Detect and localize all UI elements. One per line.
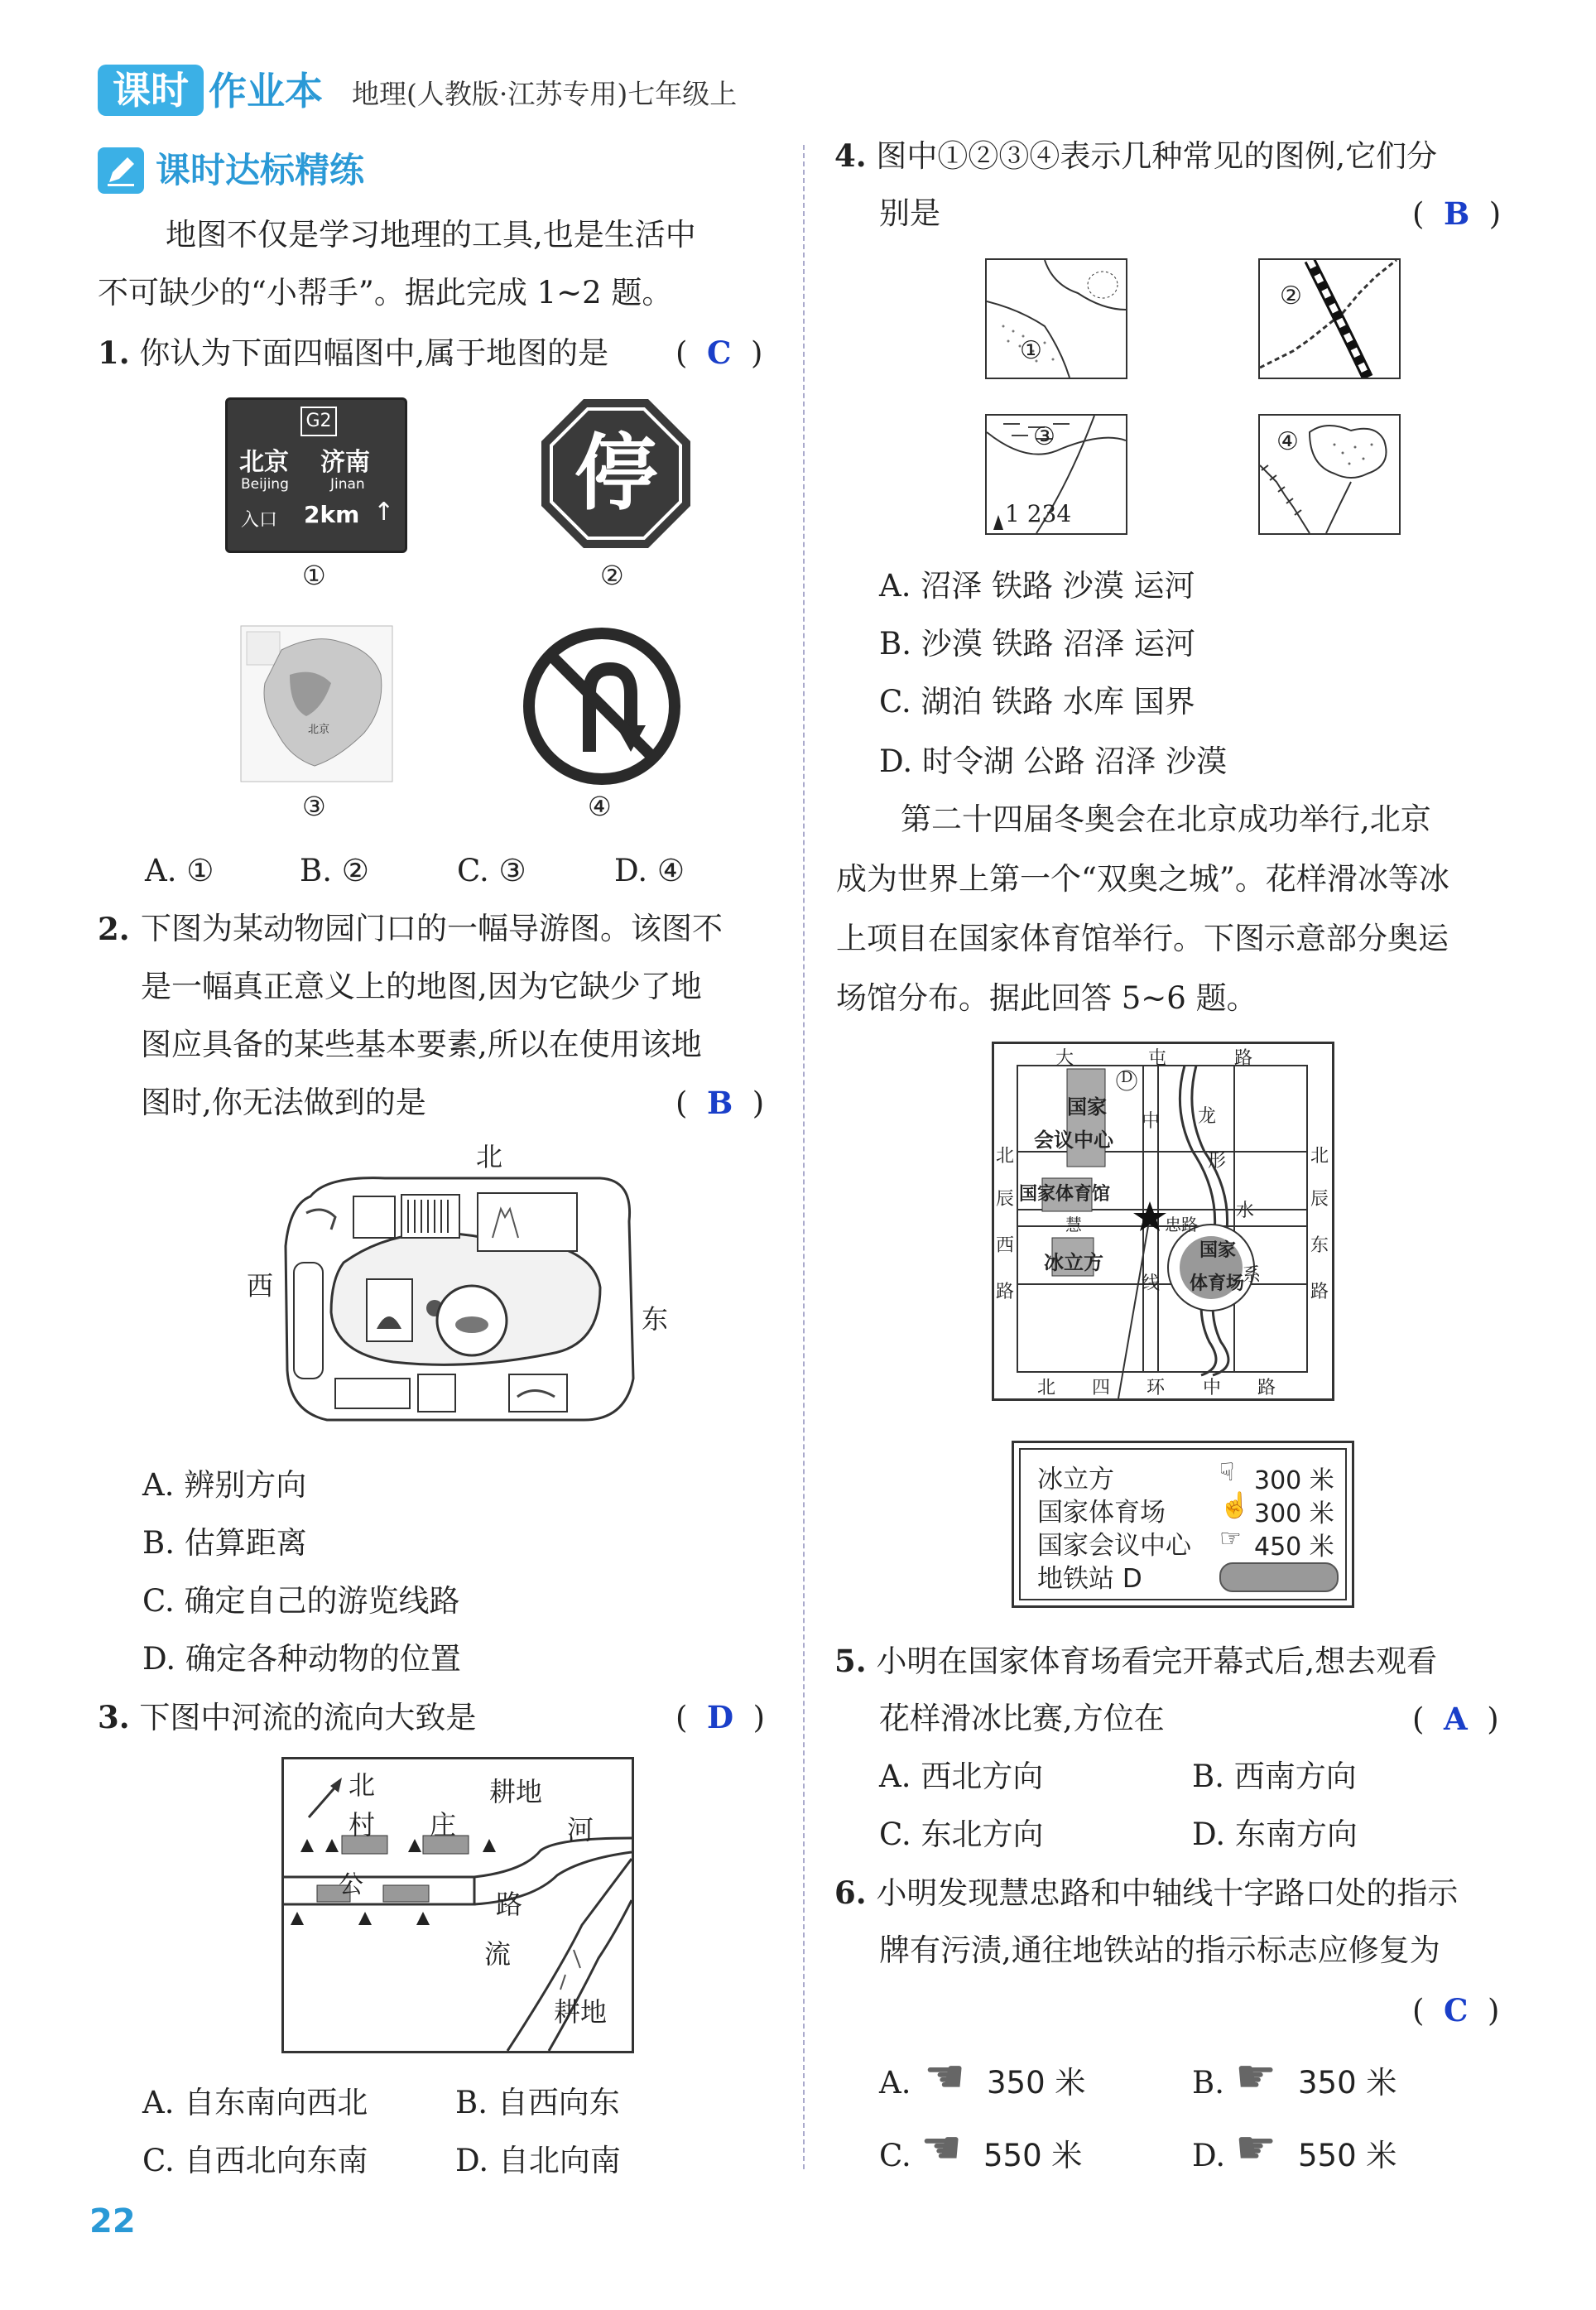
q2-option-c: C. 确定自己的游览线路 [142, 1583, 460, 1619]
metro-station-icon: D [1121, 1069, 1133, 1086]
q6-answer: C [1443, 1992, 1469, 2028]
q3-number: 3. [98, 1699, 130, 1735]
legend-4-figure [1258, 414, 1401, 535]
ice-cube-label: 冰立方 [1044, 1250, 1103, 1274]
zoo-east-label: 东 [642, 1303, 669, 1335]
road-left-2: 辰 [996, 1189, 1015, 1210]
q6-option-d-letter: D. [1192, 2138, 1226, 2173]
q2-answer-box: ( B ) [675, 1085, 765, 1121]
q3-answer: D [706, 1699, 734, 1735]
dragon-water-1: 龙 [1198, 1106, 1217, 1127]
q2-line3: 图应具备的某些基本要素,所以在使用该地 [141, 1027, 702, 1062]
q3-village-2: 庄 [430, 1809, 457, 1841]
sign-line-1-dist: 300 米 [1254, 1466, 1334, 1495]
q6-option-c-letter: C. [879, 2138, 911, 2173]
q6-option-c-dist: 550 米 [983, 2138, 1083, 2173]
intro2-line1: 第二十四届冬奥会在北京成功举行,北京 [901, 801, 1431, 837]
road-left-3: 西 [996, 1235, 1015, 1256]
road-top-3: 路 [1234, 1048, 1253, 1069]
axis-xian-label: 线 [1142, 1273, 1161, 1294]
national-gym-label: 国家体育馆 [1019, 1183, 1111, 1205]
road-code: G2 [300, 407, 337, 436]
road-right-4: 路 [1310, 1282, 1329, 1302]
q6-option-a-dist: 350 米 [987, 2065, 1086, 2101]
stop-sign-text: 停 [574, 425, 657, 522]
q6-option-b-dist: 350 米 [1298, 2065, 1397, 2101]
q3-road-1: 公 [339, 1870, 363, 1899]
road-top-1: 大 [1055, 1048, 1074, 1069]
legend-3-num: ③ [1033, 422, 1055, 451]
q5-option-c: C. 东北方向 [879, 1817, 1044, 1852]
zhong-lu-label: 忠路 [1165, 1215, 1198, 1234]
sign-line-2-dist: 300 米 [1254, 1499, 1334, 1528]
page-number: 22 [89, 2202, 136, 2240]
q4-number: 4. [834, 137, 867, 174]
river-map-figure [281, 1757, 634, 2053]
sign-line-2-name: 国家体育场 [1037, 1498, 1166, 1528]
q5-answer: A [1443, 1701, 1468, 1737]
q6-answer-box: ( C ) [1412, 1992, 1500, 2028]
q1-number: 1. [98, 334, 130, 371]
sign-line-4-name: 地铁站 D [1037, 1564, 1142, 1594]
q3-river-2: 流 [484, 1938, 512, 1970]
sign-city1: 北京 [239, 448, 289, 477]
dragon-water-4: 系 [1243, 1265, 1262, 1286]
q5-option-b: B. 西南方向 [1192, 1759, 1357, 1794]
smudge-stain [1219, 1562, 1339, 1592]
q2-line1: 下图为某动物园门口的一幅导游图。该图不 [141, 911, 723, 946]
conv-center-2: 会议中心 [1034, 1128, 1113, 1152]
conv-center-1: 国家 [1067, 1095, 1107, 1119]
hand-up-icon: ☝ [1219, 1491, 1251, 1520]
road-top-2: 屯 [1148, 1048, 1167, 1069]
q2-option-a: A. 辨别方向 [142, 1467, 307, 1503]
section-title: 课时达标精练 [156, 150, 365, 190]
elevation-value: 1 234 [1005, 500, 1072, 527]
legend-1-figure [985, 258, 1127, 379]
q1-stem [98, 323, 608, 383]
zoo-north-label: 北 [476, 1141, 503, 1172]
q4-answer: B [1443, 195, 1470, 232]
q4-option-d: D. 时令湖 公路 沼泽 沙漠 [879, 744, 1228, 779]
q1-option-d: D. ④ [614, 853, 685, 888]
fig3-caption: ③ [302, 791, 326, 822]
stadium-label-2: 体育场 [1190, 1273, 1245, 1294]
column-divider [803, 145, 805, 2169]
legend-2-figure [1258, 258, 1401, 379]
road-bottom-4: 中 [1203, 1378, 1222, 1398]
q1-answer-box: ( C ) [675, 334, 763, 371]
q6-number: 6. [834, 1874, 867, 1911]
road-left-4: 路 [996, 1282, 1015, 1302]
q3-road-2: 路 [496, 1889, 523, 1920]
q5-number: 5. [834, 1643, 867, 1679]
map3-label: 北京 [308, 724, 330, 736]
q4-option-a: A. 沼泽 铁路 沙漠 运河 [879, 568, 1195, 604]
q3-option-b: B. 自西向东 [455, 2085, 620, 2120]
legend-2-num: ② [1280, 282, 1302, 310]
q3-farmland-2: 耕地 [554, 1996, 608, 2028]
up-arrow-icon: ↑ [373, 498, 395, 527]
sign-en2: Jinan [330, 476, 365, 493]
road-bottom-2: 四 [1092, 1378, 1111, 1398]
q3-option-a: A. 自东南向西北 [142, 2085, 368, 2120]
dragon-water-2: 形 [1208, 1151, 1227, 1172]
q3-text: 下图中河流的流向大致是 [139, 1700, 477, 1735]
zoo-west-label: 西 [247, 1270, 274, 1302]
pencil-icon [98, 147, 144, 194]
road-bottom-3: 环 [1147, 1378, 1166, 1398]
road-bottom-5: 路 [1257, 1378, 1276, 1398]
legend-3-figure [985, 414, 1127, 535]
q6-option-d-dist: 550 米 [1298, 2138, 1397, 2173]
sign-distance: 2km [304, 501, 360, 528]
q6-option-b-letter: B. [1192, 2065, 1224, 2101]
q1-option-c: C. ③ [457, 853, 526, 888]
q2-line4: 图时,你无法做到的是 [141, 1085, 426, 1120]
q4-option-b: B. 沙漠 铁路 沼泽 运河 [879, 626, 1195, 662]
hand-right-icon-b: ☛ [1235, 2050, 1277, 2104]
q3-river-1: 河 [567, 1814, 594, 1846]
hand-right-icon: ☞ [1219, 1524, 1242, 1553]
dragon-water-3: 水 [1236, 1201, 1255, 1221]
q5-option-a: A. 西北方向 [879, 1759, 1044, 1794]
road-bottom-1: 北 [1037, 1378, 1056, 1398]
q5-line2: 花样滑冰比赛,方位在 [879, 1701, 1165, 1736]
q3-option-c: C. 自西北向东南 [142, 2143, 368, 2178]
q1-option-a: A. ① [145, 853, 214, 888]
q4-line1-wrap [834, 126, 1437, 186]
direction-sign-figure [1012, 1441, 1354, 1608]
q6-line1: 小明发现慧忠路和中轴线十字路口处的指示 [876, 1875, 1459, 1911]
hui-label: 慧 [1065, 1215, 1082, 1234]
q2-option-d: D. 确定各种动物的位置 [142, 1641, 461, 1677]
sign-en1: Beijing [241, 476, 289, 493]
legend-4-num: ④ [1276, 427, 1299, 456]
q3-farmland-1: 耕地 [489, 1776, 543, 1807]
sign-line-3-name: 国家会议中心 [1037, 1531, 1191, 1561]
intro2-line2: 成为世界上第一个“双奥之城”。花样滑冰等冰 [836, 861, 1449, 897]
q2-line2: 是一幅真正意义上的地图,因为它缺少了地 [141, 969, 702, 1004]
fig1-caption: ① [302, 560, 326, 591]
axis-zhong-label: 中 [1142, 1111, 1161, 1132]
road-right-1: 北 [1310, 1146, 1329, 1167]
sign-exit: 入口 [241, 510, 278, 531]
q3-stem [98, 1687, 476, 1748]
hand-down-icon: ☟ [1219, 1458, 1235, 1487]
sign-line-1-name: 冰立方 [1037, 1465, 1114, 1494]
hand-left-icon: ☚ [924, 2050, 966, 2104]
brand-logo: 课时 [98, 65, 204, 116]
q1-answer: C [706, 334, 732, 371]
intro1-line1: 地图不仅是学习地理的工具,也是生活中 [166, 217, 696, 253]
road-right-3: 东 [1310, 1235, 1329, 1256]
stadium-label-1: 国家 [1199, 1239, 1237, 1261]
fig2-caption: ② [600, 560, 624, 591]
legend-1-num: ① [1020, 336, 1042, 365]
stop-sign-figure [538, 396, 694, 551]
q6-line1-wrap [834, 1863, 1458, 1923]
q5-line1-wrap [834, 1631, 1437, 1692]
beijing-map-figure [240, 625, 393, 782]
intro2-line3: 上项目在国家体育馆举行。下图示意部分奥运 [836, 921, 1449, 956]
road-right-2: 辰 [1310, 1189, 1329, 1210]
no-u-turn-sign-figure [523, 628, 680, 785]
q5-option-d: D. 东南方向 [1192, 1817, 1358, 1852]
q2-number [98, 899, 130, 960]
q3-answer-box: ( D ) [675, 1699, 766, 1735]
road-sign-figure [225, 397, 407, 553]
sign-line-3-dist: 450 米 [1254, 1533, 1334, 1562]
q3-north-label: 北 [349, 1769, 376, 1801]
q3-village-1: 村 [349, 1809, 376, 1841]
brand-title: 作业本 [209, 69, 323, 113]
sign-city2: 济南 [320, 448, 370, 477]
zoo-guide-figure [277, 1172, 642, 1428]
q4-line1: 图中①②③④表示几种常见的图例,它们分 [876, 138, 1438, 174]
olympic-venue-map [992, 1042, 1334, 1401]
q4-option-c: C. 湖泊 铁路 水库 国界 [879, 684, 1195, 719]
hand-right-down-icon: ☛ [1235, 2121, 1277, 2175]
q2-option-b: B. 估算距离 [142, 1525, 307, 1561]
q6-line2: 牌有污渍,通往地铁站的指示标志应修复为 [879, 1932, 1440, 1968]
q4-answer-box: ( B ) [1412, 195, 1502, 232]
road-left-1: 北 [996, 1146, 1015, 1167]
q1-text: 你认为下面四幅图中,属于地图的是 [139, 335, 609, 371]
q5-line1: 小明在国家体育场看完开幕式后,想去观看 [876, 1643, 1438, 1679]
book-subtitle: 地理(人教版·江苏专用)七年级上 [352, 78, 738, 110]
intro1-line2: 不可缺少的“小帮手”。据此完成 1~2 题。 [98, 275, 673, 310]
q4-line2: 别是 [879, 195, 940, 231]
q6-option-a-letter: A. [879, 2065, 911, 2101]
hand-left-up-icon: ☚ [921, 2121, 963, 2175]
q2-num: 2. [98, 911, 130, 947]
q1-option-b: B. ② [300, 853, 369, 888]
fig4-caption: ④ [588, 791, 612, 822]
q5-answer-box: ( A ) [1412, 1701, 1499, 1737]
q3-option-d: D. 自北向南 [455, 2143, 621, 2178]
intro2-line4: 场馆分布。据此回答 5~6 题。 [836, 980, 1257, 1016]
q2-answer: B [706, 1085, 733, 1121]
